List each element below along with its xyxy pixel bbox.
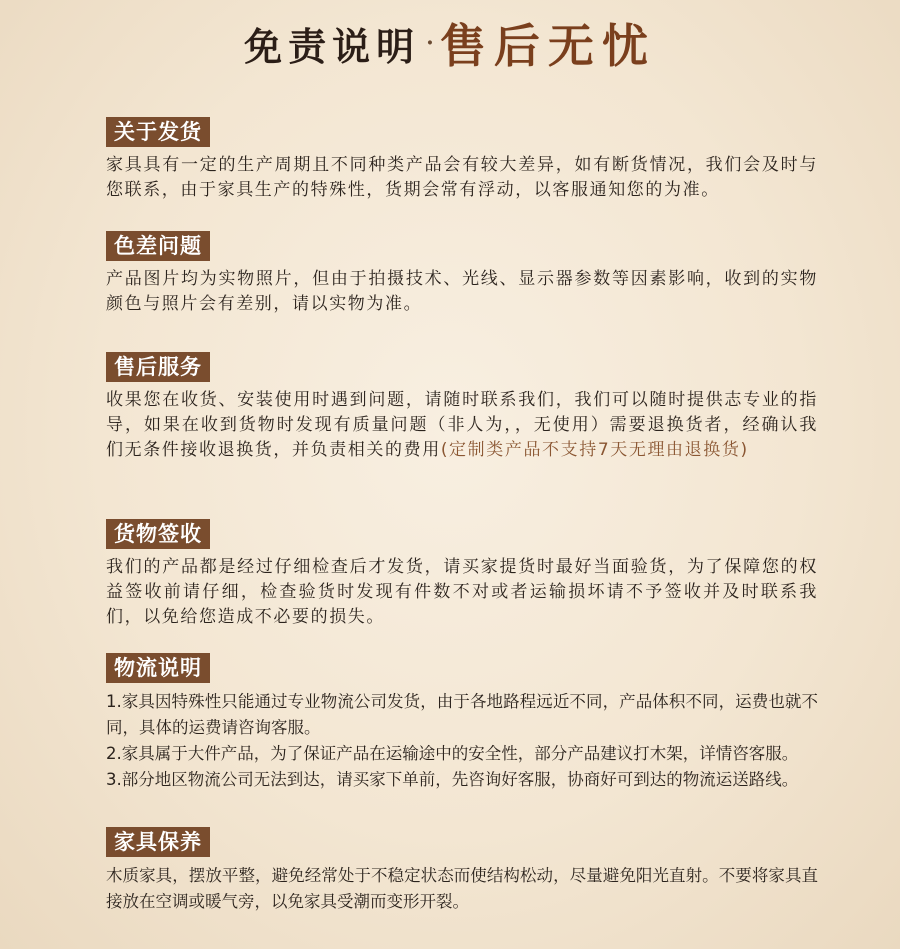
- section-label-maintenance: 家具保养: [106, 827, 210, 857]
- page-title: [0, 8, 900, 78]
- section-text-after-sales: [106, 388, 818, 463]
- after-sales-body: 收果您在收货、安装使用时遇到问题，请随时联系我们，我们可以随时提供志专业的指导，如果在收到货物时发现有质量问题（非人为，，无使用）需要退换货者，经确认我们无条件接收退换货，并负责相关的费用: [106, 390, 818, 460]
- section-receipt: [106, 519, 818, 630]
- logistics-item: 2.家具属于大件产品，为了保证产品在运输途中的安全性，部分产品建议打木架，详情咨客服。: [106, 744, 799, 763]
- title-disclaimer: 免责说明: [244, 23, 421, 69]
- section-text-shipping: 家具具有一定的生产周期且不同种类产品会有较大差异，如有断货情况，我们会及时与您联系，由于家具生产的特殊性，货期会常有浮动，以客服通知您的为准。: [106, 155, 818, 200]
- custom-product-note: (定制类产品不支持7天无理由退换货): [440, 440, 749, 460]
- section-label-logistics: 物流说明: [106, 653, 210, 683]
- section-text-maintenance: 木质家具，摆放平整，避免经常处于不稳定状态而使结构松动，尽量避免阳光直射。不要将家具直接放在空调或暖气旁，以免家具受潮而变形开裂。: [106, 866, 818, 911]
- logistics-item: 3.部分地区物流公司无法到达，请买家下单前，先咨询好客服，协商好可到达的物流运送路线。: [106, 770, 799, 789]
- section-maintenance: [106, 827, 818, 915]
- section-text-color-difference: 产品图片均为实物照片，但由于拍摄技术、光线、显示器参数等因素影响，收到的实物颜色与照片会有差别，请以实物为准。: [106, 269, 818, 314]
- section-label-receipt: 货物签收: [106, 519, 210, 549]
- logistics-item: 1.家具因特殊性只能通过专业物流公司发货，由于各地路程远近不同，产品体积不同，运费也就不同，具体的运费请咨询客服。: [106, 692, 818, 737]
- section-after-sales: [106, 352, 818, 463]
- section-text-logistics: [106, 689, 818, 793]
- section-logistics: [106, 653, 818, 793]
- section-color-difference: [106, 231, 818, 317]
- title-separator: ·: [426, 30, 434, 56]
- section-label-after-sales: 售后服务: [106, 352, 210, 382]
- section-label-color-difference: 色差问题: [106, 231, 210, 261]
- section-label-shipping: 关于发货: [106, 117, 210, 147]
- section-text-receipt: 我们的产品都是经过仔细检查后才发货，请买家提货时最好当面验货，为了保障您的权益签收前请仔细，检查验货时发现有件数不对或者运输损坏请不予签收并及时联系我们，以免给您造成不必要的损失。: [106, 557, 818, 627]
- section-shipping: [106, 117, 818, 203]
- title-after-sales: 售后无忧: [439, 19, 656, 73]
